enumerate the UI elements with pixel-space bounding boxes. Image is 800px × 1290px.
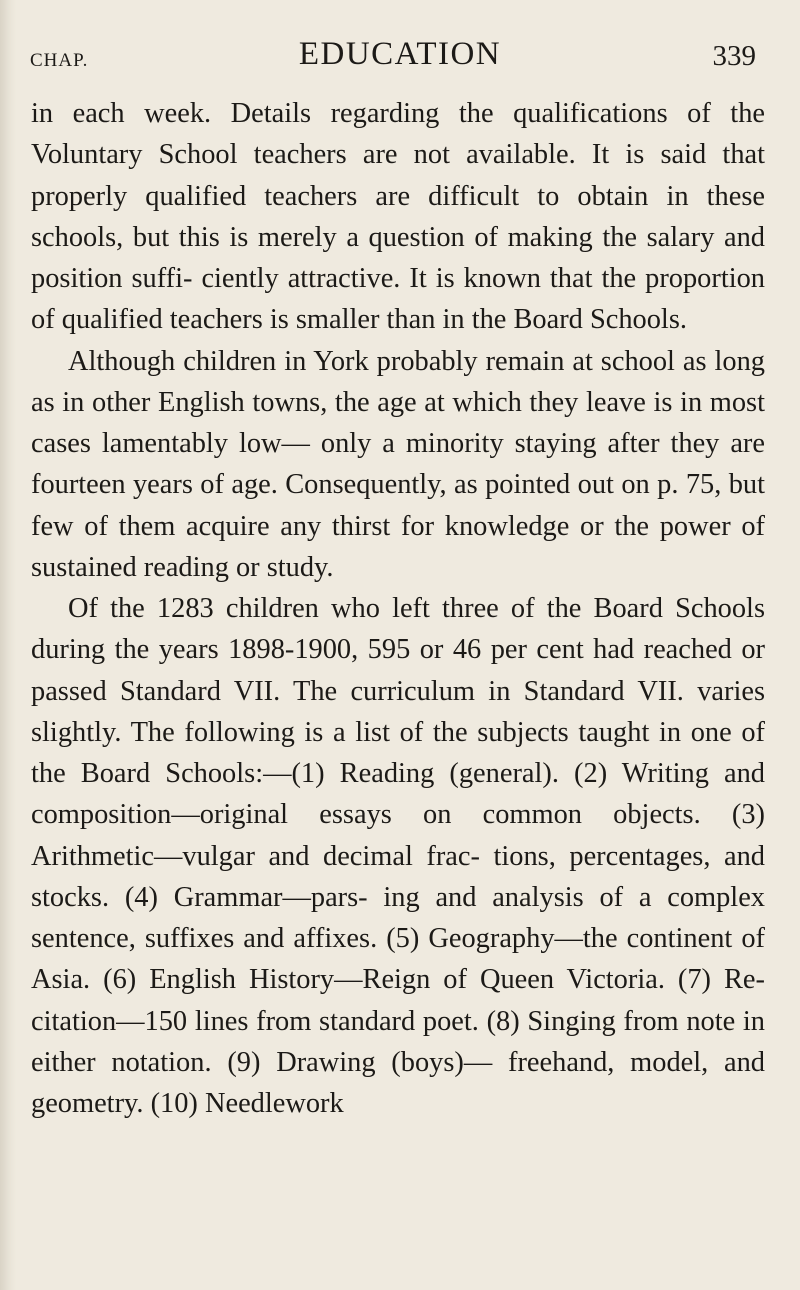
body-text xyxy=(31,93,765,1124)
paragraph-1: in each week. Details regarding the qualifications of the Voluntary School teachers are not available. It is said that properly qualified teachers are difficult to obtain in these schools, but this is merely a question of making the salary and position suffi- ciently attractive. It is known that the proportion of qualified teachers is smaller than in the Board Schools. xyxy=(31,98,765,336)
running-title: EDUCATION xyxy=(298,36,502,72)
paragraph-3: Of the 1283 children who left three of the Board Schools during the years 1898-1900, 595 or 46 per cent had reached or passed Standard VII. The curriculum in Standard VII. varies slightly. The following is a list of the subjects taught in one of the Board Schools:—(1) Reading (general). (2) Writing and composition—original essays on common objects. (3) Arithmetic—vulgar and decimal frac- tions, percentages, and stocks. (4) Grammar—pars- ing and analysis of a complex sentence, suffixes and affixes. (5) Geography—the continent of Asia. (6) English History—Reign of Queen Victoria. (7) Re- citation—150 lines from standard poet. (8) Singing from note in either notation. (9) Drawing (boys)— freehand, model, and geometry. (10) Needlework xyxy=(31,593,765,1119)
page-header xyxy=(30,32,770,82)
page-number: 339 xyxy=(712,40,756,72)
paragraph-2: Although children in York probably remain at school as long as in other English towns, the age at which they leave is in most cases lamentably low— only a minority staying after they are fourteen years of age. Consequently, as pointed out on p. 75, but few of them acquire any thirst for knowledge or the power of sustained reading or study. xyxy=(31,345,765,583)
chapter-label: CHAP. xyxy=(30,50,89,71)
page-edge-shadow xyxy=(0,0,16,1290)
